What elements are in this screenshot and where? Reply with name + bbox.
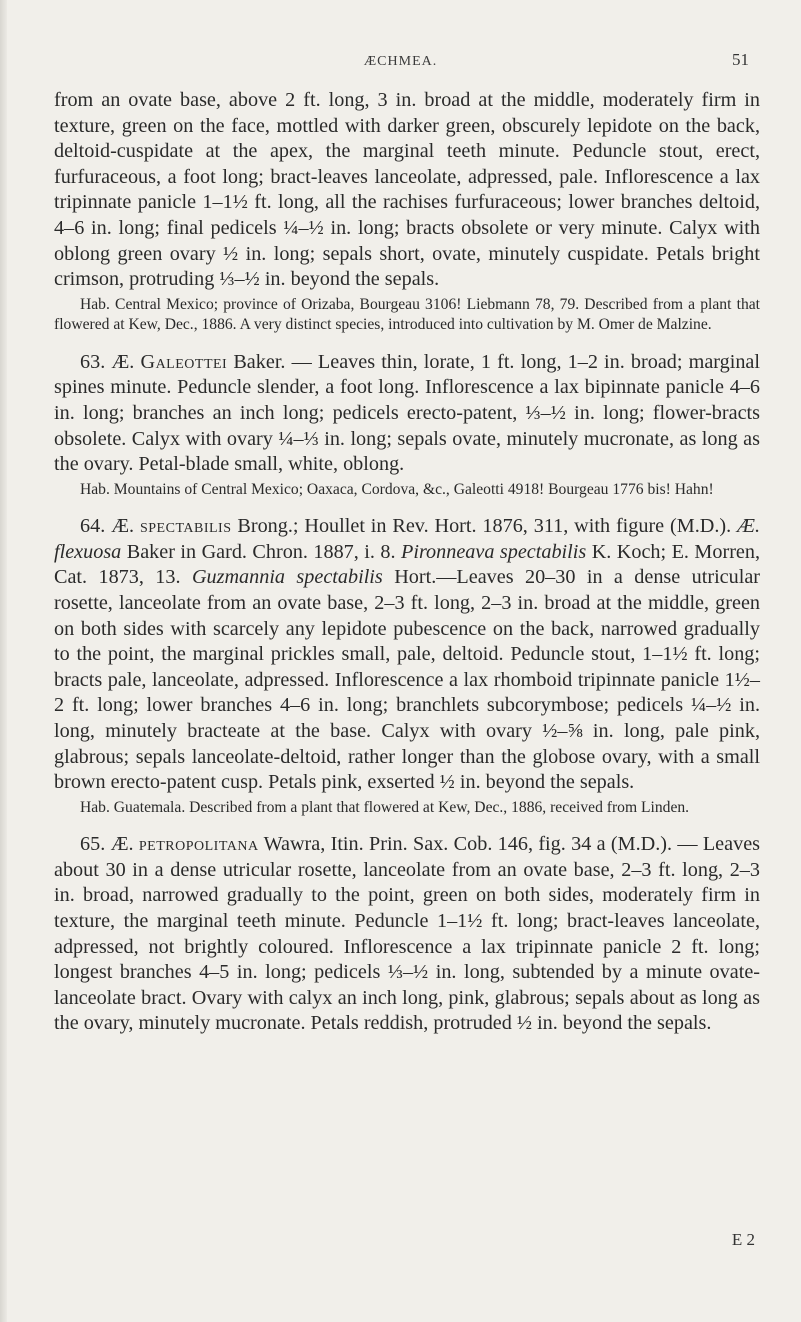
entry-number: 64. bbox=[80, 515, 106, 538]
entry-genus: Æ. bbox=[110, 833, 134, 856]
synonym: Guzmannia spectabilis bbox=[191, 566, 383, 589]
entry-64 bbox=[54, 514, 760, 796]
page-number: 51 bbox=[732, 50, 749, 69]
signature-mark: E 2 bbox=[731, 1230, 755, 1249]
entry-62-continuation bbox=[54, 88, 760, 293]
entry-citation: K. Koch; E. Morren, Cat. 1873, 13. bbox=[54, 540, 761, 589]
entry-number: 65. bbox=[80, 833, 106, 856]
habitat-text: Hab. Guatemala. Described from a plant that flowered at Kew, Dec., 1886, received from Linden. bbox=[80, 798, 690, 816]
habitat-text: Hab. Central Mexico; province of Orizaba, Bourgeau 3106! Liebmann 78, 79. Described from a plant that flowered at Kew, Dec., 1886. A very distinct species, introduced into cultivation by M. Omer de Malzine. bbox=[54, 295, 760, 334]
entry-species: petropolitana bbox=[138, 833, 259, 856]
entry-species: spectabilis bbox=[139, 515, 232, 538]
entry-citation: Brong.; Houllet in Rev. Hort. 1876, 311, with figure (M.D.). bbox=[237, 515, 732, 538]
habitat-text: Hab. Mountains of Central Mexico; Oaxaca, Cordova, &c., Galeotti 4918! Bourgeau 1776 bis! Hahn! bbox=[80, 480, 714, 498]
entry-65 bbox=[54, 832, 760, 1037]
synonym: Æ. flexuosa bbox=[54, 515, 761, 563]
habitat-note bbox=[54, 295, 760, 336]
entry-body: Hort.—Leaves 20–30 in a dense utricular rosette, lanceolate from an ovate base, 2–3 ft. long, 2–3 in. broad at the middle, green on both sides with scarcely any lepidote pubescence on the back, narrowed gradually to the point, the marginal prickles small, pale, deltoid. Peduncle stout, 1–1½ ft. long; bracts pale, lanceolate, adpressed. Inflorescence a lax rhomboid tripinnate panicle 1½–2 ft. long; lower branches 4–6 in. long; branchlets subcorymbose; pedicels ¼–½ in. long, minutely bracteate at the base. Calyx with ovary ½–⅝ in. long, pale pink, glabrous; sepals lanceolate-deltoid, rather longer than the globose ovary, with a small brown erecto-patent cusp. Petals pink, exserted ½ in. beyond the sepals. bbox=[54, 566, 761, 794]
entry-genus: Æ. bbox=[111, 515, 135, 538]
entry-number: 63. bbox=[80, 350, 106, 373]
entry-body: Baker. — Leaves thin, lorate, 1 ft. long, 1–2 in. broad; marginal spines minute. Peduncle slender, a foot long. Inflorescence a lax bipinnate panicle 4–6 in. long; branches an inch long; pedicels erecto-patent, ⅓–½ in. long; flower-bracts obsolete. Calyx with ovary ¼–⅓ in. long; sepals ovate, minutely mucronate, as long as the ovary. Petal-blade small, white, oblong. bbox=[54, 350, 761, 476]
page-edge bbox=[0, 0, 7, 1322]
synonym: Pironneava spectabilis bbox=[401, 540, 587, 563]
habitat-note bbox=[54, 480, 760, 501]
entry-body: Wawra, Itin. Prin. Sax. Cob. 146, fig. 34 a (M.D.). — Leaves about 30 in a dense utricular rosette, lanceolate from an ovate base, 2–3 ft. long, 2–3 in. broad, narrowed gradually to the point, green on both sides, moderately firm in texture, the marginal teeth minute. Peduncle 1–1½ ft. long; bract-leaves lanceolate, adpressed, not brightly coloured. Inflorescence a lax tripinnate panicle 2 ft. long; longest branches 4–5 in. long; pedicels ⅓–½ in. long, subtended by a minute ovate-lanceolate bract. Ovary with calyx an inch long, pink, glabrous; sepals about as long as the ovary, minutely mucronate. Petals reddish, protruded ½ in. beyond the sepals. bbox=[54, 833, 761, 1035]
page-content bbox=[54, 88, 760, 1037]
running-head: ÆCHMEA. bbox=[363, 54, 438, 69]
entry-genus: Æ. bbox=[111, 350, 135, 373]
habitat-note bbox=[54, 798, 760, 819]
entry-63 bbox=[54, 350, 760, 478]
page-header bbox=[0, 50, 801, 80]
entry-species: Galeottei bbox=[140, 350, 228, 373]
entry-body: from an ovate base, above 2 ft. long, 3 in. broad at the middle, moderately firm in texture, green on the face, mottled with darker green, obscurely lepidote on the back, deltoid-cuspidate at the apex, the marginal teeth minute. Peduncle stout, erect, furfuraceous, a foot long; bract-leaves lanceolate, adpressed, pale. Inflorescence a lax tripinnate panicle 1–1½ ft. long, all the rachises furfuraceous; lower branches deltoid, 4–6 in. long; final pedicels ¼–½ in. long; bracts obsolete or very minute. Calyx with oblong green ovary ½ in. long; sepals short, ovate, minutely cuspidate. Petals bright crimson, protruding ⅓–½ in. beyond the sepals. bbox=[54, 89, 760, 291]
entry-citation: Baker in Gard. Chron. 1887, i. 8. bbox=[126, 540, 396, 563]
